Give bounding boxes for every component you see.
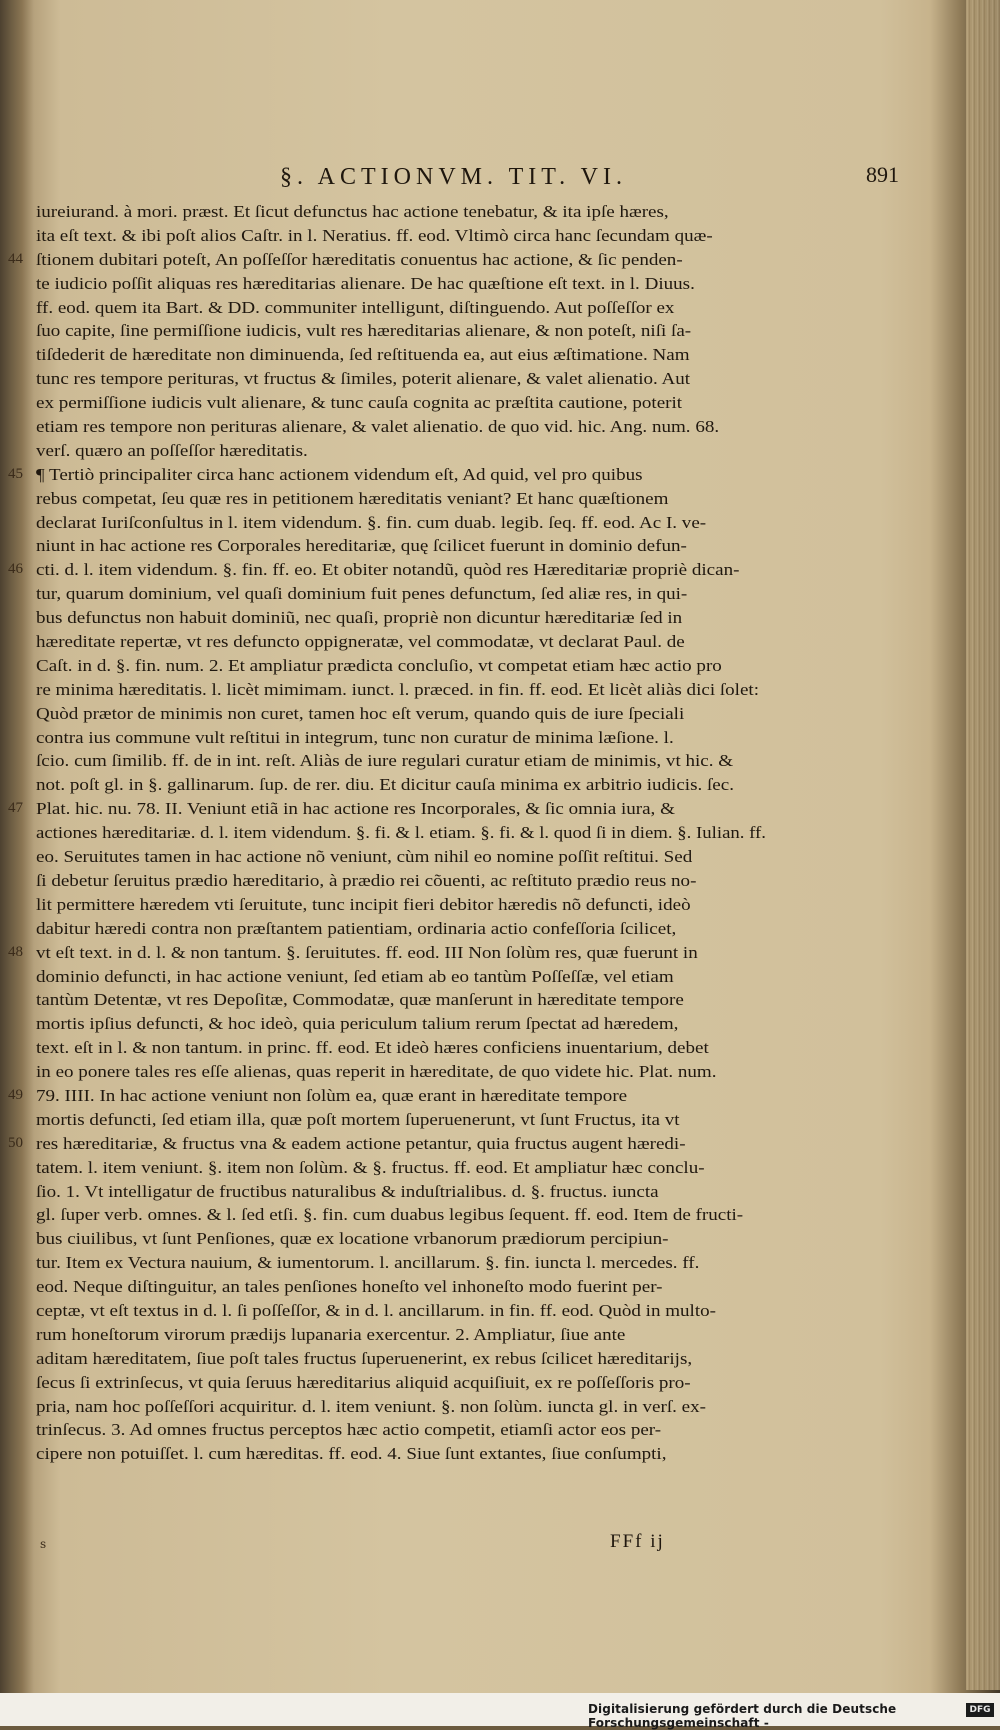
line-text: trinſecus. 3. Ad omnes fructus perceptos hæc actio competit, etiamſi actor eos per- [36, 1420, 662, 1440]
text-line [36, 1323, 766, 1347]
line-text: rebus competat, ſeu quæ res in petitionem hæreditatis veniant? Et hanc quæſtionem [36, 488, 669, 508]
line-text: mortis defuncti, ſed etiam illa, quæ poſt mortem ſuperuenerunt, vt ſunt Fructus, ita vt [36, 1109, 680, 1129]
line-text: text. eſt in l. & non tantum. in princ. ff. eod. Et ideò hæres conficiens inuentarium, debet [36, 1038, 709, 1058]
line-text: tiſdederit de hæreditate non diminuenda, ſed reſtituenda ea, aut eius æſtimatione. Nam [36, 345, 690, 365]
text-line [8, 797, 766, 821]
text-line [36, 200, 766, 224]
line-text: actiones hæreditariæ. d. l. item videndum. §. fi. & l. etiam. §. fi. & l. quod ſi in diem. §. Iulian. ff. [36, 823, 766, 843]
line-text: dominio defuncti, in hac actione veniunt, ſed etiam ab eo tantùm Poſſeſſæ, vel etiam [36, 966, 674, 986]
line-text: bus defunctus non habuit dominiũ, nec quaſi, propriè non dicuntur hæreditariæ ſed in [36, 608, 683, 628]
line-text: gl. ſuper verb. omnes. & l. ſed etſi. §. fin. cum duabus legibus ſequent. ff. eod. Item de fructi- [36, 1205, 744, 1225]
text-line [36, 702, 766, 726]
line-text: in eo ponere tales res eſſe alienas, quas reperit in hæreditate, de quo videte hic. Plat. num. [36, 1062, 717, 1082]
line-text: etiam res tempore non perituras alienare, & valet alienatio. de quo vid. hic. Ang. num. 68. [36, 417, 720, 437]
text-line [8, 558, 766, 582]
line-text: iureiurand. à mori. præst. Et ſicut defunctus hac actione tenebatur, & ita ipſe hæres, [36, 202, 669, 221]
line-text: re minima hæreditatis. l. licèt mimimam. iunct. l. præced. in fin. ff. eod. Et licèt aliàs dici ſolet: [36, 679, 760, 699]
marginal-number: 45 [8, 465, 23, 482]
text-line [36, 869, 766, 893]
text-line [36, 773, 766, 797]
line-text: ſecus ſi extrinſecus, vt quia ſeruus hæreditarius aliquid acquiſiuit, ex re poſſeſſoris pro- [36, 1372, 691, 1392]
text-line [36, 1251, 766, 1275]
text-line [36, 1036, 766, 1060]
text-line [36, 1299, 766, 1323]
line-text: ſi debetur ſeruitus prædio hæreditario, à prædio rei cõuenti, ac reſtituto prædio reus no- [36, 870, 697, 890]
text-line [8, 1084, 766, 1108]
text-line [36, 343, 766, 367]
text-line [36, 1275, 766, 1299]
line-text: tur, quarum dominium, vel quaſi dominium fuit penes defunctum, ſed aliæ res, in qui- [36, 584, 688, 604]
line-text: hæreditate repertæ, vt res defuncto oppigneratæ, vel commodatæ, vt declarat Paul. de [36, 632, 685, 652]
line-text: ſtionem dubitari poteſt, An poſſeſſor hæreditatis conuentus hac actione, & ſic penden- [36, 249, 683, 269]
text-line [36, 749, 766, 773]
line-text: cipere non potuiſſet. l. cum hæreditas. ff. eod. 4. Siue ſunt extantes, ſiue conſumpti, [36, 1444, 667, 1464]
text-line [36, 1203, 766, 1227]
text-line [36, 511, 766, 535]
line-text: aditam hæreditatem, ſiue poſt tales fructus ſuperuenerint, ex rebus ſcilicet hæreditarijs, [36, 1348, 693, 1368]
line-text: declarat Iuriſconſultus in l. item videndum. §. fin. cum duab. legib. ſeq. ff. eod. Ac I. ve- [36, 512, 707, 532]
text-line [36, 1442, 766, 1466]
line-text: pria, nam hoc poſſeſſori acquiritur. d. l. item veniunt. §. non ſolùm. iuncta gl. in verſ. ex- [36, 1396, 706, 1416]
text-line [36, 893, 766, 917]
text-line [36, 654, 766, 678]
line-text: ſcio. cum ſimilib. ff. de in int. reſt. Aliàs de iure regulari curatur etiam de minimis, vt hic. & [36, 751, 734, 771]
line-text: ex permiſſione iudicis vult alienare, & tunc cauſa cognita ac præſtita cautione, poterit [36, 393, 683, 413]
funding-credit: Digitalisierung gefördert durch die Deutsche Forschungsgemeinschaft - [588, 1702, 897, 1730]
text-line [36, 917, 766, 941]
text-line [36, 534, 766, 558]
line-text: tur. Item ex Vectura nauium, & iumentorum. l. ancillarum. §. fin. iuncta l. mercedes. ff. [36, 1253, 700, 1273]
line-text: mortis ipſius defuncti, & hoc ideò, quia periculum talium rerum ſpectat ad hæredem, [36, 1014, 679, 1034]
line-text: eo. Seruitutes tamen in hac actione nõ veniunt, cùm nihil eo nomine poſſit reſtitui. Sed [36, 847, 693, 867]
text-line [36, 1108, 766, 1132]
line-text: ſio. 1. Vt intelligatur de fructibus naturalibus & induſtrialibus. d. §. fructus. iuncta [36, 1181, 659, 1201]
line-text: niunt in hac actione res Corporales hereditariæ, quę ſcilicet fuerunt in dominio defun- [36, 536, 687, 556]
line-text: Quòd prætor de minimis non curet, tamen hoc eſt verum, quando quis de iure ſpeciali [36, 703, 685, 723]
text-line [36, 296, 766, 320]
text-line [36, 726, 766, 750]
text-line [36, 606, 766, 630]
text-line [36, 845, 766, 869]
line-text: ¶ Tertiò principaliter circa hanc actionem videndum eſt, Ad quid, vel pro quibus [36, 464, 643, 484]
line-text: ceptæ, vt eſt textus in d. l. ſi poſſeſſor, & in d. l. ancillarum. in fin. ff. eod. Quòd in multo- [36, 1300, 717, 1320]
line-text: Plat. hic. nu. 78. II. Veniunt etiã in hac actione res Incorporales, & ſic omnia iura, & [36, 799, 675, 819]
text-line [36, 1180, 766, 1204]
page-number: 891 [866, 162, 899, 187]
line-text: tatem. l. item veniunt. §. item non ſolùm. & §. fructus. ff. eod. Et ampliatur hæc conclu- [36, 1157, 705, 1177]
line-text: eod. Neque diſtinguitur, an tales penſiones honeſto vel inhoneſto modo fuerint per- [36, 1277, 663, 1297]
text-line [36, 391, 766, 415]
text-line [36, 367, 766, 391]
line-text: dabitur hæredi contra non præſtantem patientiam, ordinaria actio confeſſoria ſcilicet, [36, 918, 677, 938]
line-text: ita eſt text. & ibi poſt alios Caſtr. in l. Neratius. ff. eod. Vltimò circa hanc ſecundam quæ- [36, 225, 713, 245]
marginal-number: 47 [8, 800, 23, 817]
text-line [8, 463, 766, 487]
line-text: cti. d. l. item videndum. §. fin. ff. eo. Et obiter notandũ, quòd res Hæreditariæ propriè dican- [36, 560, 740, 580]
text-line [36, 1418, 766, 1442]
text-line [36, 678, 766, 702]
text-line [8, 248, 766, 272]
marginal-number: 49 [8, 1086, 23, 1103]
text-line [36, 439, 766, 463]
line-text: ff. eod. quem ita Bart. & DD. communiter intelligunt, diſtinguendo. Aut poſſeſſor ex [36, 297, 675, 317]
text-line [36, 1156, 766, 1180]
line-text: te iudicio poſſit aliquas res hæreditarias alienare. De hac quæſtione eſt text. in l. Diuus. [36, 273, 695, 293]
text-line [36, 582, 766, 606]
marginal-number: 48 [8, 943, 23, 960]
marginal-number: 44 [8, 250, 23, 267]
line-text: not. poſt gl. in §. gallinarum. ſup. de rer. diu. Et dicitur cauſa minima ex arbitrio iudicis. ſec. [36, 775, 734, 795]
text-line [36, 1347, 766, 1371]
text-line [36, 1227, 766, 1251]
text-line [36, 630, 766, 654]
line-text: lit permittere hæredem vti ſeruitute, tunc incipit fieri debitor hæredis nõ defuncti, ideò [36, 894, 691, 914]
text-line [36, 1012, 766, 1036]
body-text [8, 200, 766, 1520]
text-line [36, 1395, 766, 1419]
running-head: §. ACTIONVM. TIT. VI. [280, 164, 627, 190]
line-text: res hæreditariæ, & fructus vna & eadem actione petantur, quia fructus augent hæredi- [36, 1133, 686, 1153]
text-line [8, 941, 766, 965]
line-text: Caſt. in d. §. fin. num. 2. Et ampliatur prædicta concluſio, vt competat etiam hæc actio pro [36, 655, 722, 675]
text-line [36, 487, 766, 511]
line-text: verſ. quæro an poſſeſſor hæreditatis. [36, 440, 308, 460]
line-text: vt eſt text. in d. l. & non tantum. §. ſeruitutes. ff. eod. III Non ſolùm res, quæ fuerunt in [36, 942, 698, 962]
line-text: rum honeſtorum virorum prædijs lupanaria exercentur. 2. Ampliatur, ſiue ante [36, 1324, 626, 1344]
line-text: 79. IIII. In hac actione veniunt non ſolùm ea, quæ erant in hæreditate tempore [36, 1085, 628, 1105]
dfg-logo: DFG [966, 1703, 994, 1717]
line-text: bus ciuilibus, vt ſunt Penſiones, quæ ex locatione vrbanorum prædiorum percipiun- [36, 1229, 669, 1249]
text-line [36, 415, 766, 439]
text-line [36, 965, 766, 989]
text-line [36, 319, 766, 343]
line-text: tunc res tempore perituras, vt fructus & ſimiles, poterit alienare, & valet alienatio. Aut [36, 369, 691, 389]
marginal-number: 46 [8, 561, 23, 578]
text-line [36, 988, 766, 1012]
text-line [36, 1060, 766, 1084]
page-edge [966, 0, 1000, 1690]
marginal-mark: s [40, 1537, 47, 1551]
text-line [36, 821, 766, 845]
text-line [36, 1371, 766, 1395]
marginal-number: 50 [8, 1134, 23, 1151]
page-header [70, 160, 950, 200]
line-text: tantùm Detentæ, vt res Depoſitæ, Commodatæ, quæ manſerunt in hæreditate tempore [36, 990, 684, 1010]
signature-mark: FFf ij [610, 1531, 665, 1552]
text-line [36, 224, 766, 248]
line-text: contra ius commune vult reſtitui in integrum, tunc non curatur de minima læſione. l. [36, 727, 674, 747]
text-line [8, 1132, 766, 1156]
line-text: ſuo capite, ſine permiſſione iudicis, vult res hæreditarias alienare, & non poteſt, niſi ſa- [36, 321, 692, 341]
text-line [36, 272, 766, 296]
